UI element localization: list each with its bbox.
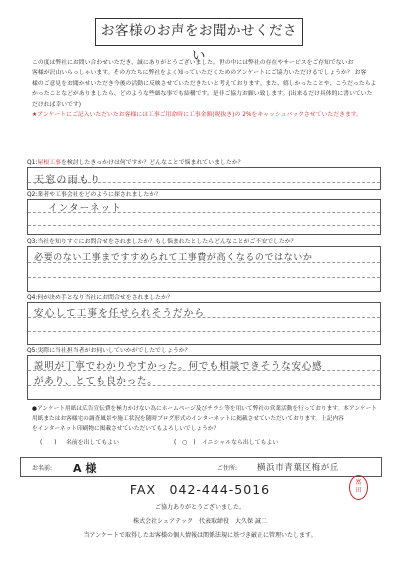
option-name-checkbox[interactable]: ( ): [40, 440, 57, 446]
question-text: 何が決め手となり当社にお問合せをされましたか？: [37, 295, 173, 301]
fax-number: FAX 042-444-5016: [129, 482, 271, 497]
question-number: Q2:: [27, 192, 38, 198]
option-initial-checkbox[interactable]: ( ○ ): [174, 440, 196, 446]
question-4: [27, 294, 173, 302]
question-text: 当社を知りすぐにお問合せをされましたか？もし悩まれたとしたらどんなことがご不安でしたか？: [37, 239, 297, 245]
question-5: [27, 347, 191, 355]
question-text: 業者や工事会社をどのように探されましたか？: [37, 192, 162, 198]
question-number: Q4:: [27, 295, 38, 301]
footer-thanks: ご協力ありがとうございました。: [154, 504, 245, 511]
consent-line: 用紙またはお客様宅の調査風景や施工状況を随時ブログ形式のインターネットに掲載させていただいております。上記内容: [32, 416, 344, 422]
name-label: お名前:: [32, 465, 53, 472]
question-number: Q3:: [27, 239, 38, 245]
intro-line: 客様が沢山いらっしゃいます。その方たちに弊社をよく知っていただくためのアンケートにご協力いただけるでしょうか？ お客: [32, 70, 367, 77]
name-value: A 様: [73, 462, 97, 475]
seal-stamp: [349, 475, 368, 500]
answer-4: 安心して工事を任せられそうだから: [34, 308, 206, 319]
cashback-note: ★アンケートにご記入いただいたお客様には工事ご用命時に工事金額(税抜き)の 2%をキャッシュバックさせていただきます。: [32, 112, 363, 119]
consent-line: をインターネット印刷物に掲載させていただいてもよろしいでしょうか？: [32, 426, 220, 432]
question-3: [27, 238, 297, 246]
answer-box-3: [27, 246, 381, 292]
intro-line: 様のご意見をお聞かせいただき今後の活動に反映させていただきたいと考えております。また、嬉しかったことや、こうだったらよかったことなどがありましたら、どのような些細な事でも結構です。是非ご協力お願い致します。(出来るだけ具体的に書いていただければ幸いです): [32, 80, 377, 108]
answer-5-line-1: 説明が丁寧でわかりやすかった。何でも相談できそうな安心感: [34, 361, 323, 372]
answer-box-2: [27, 199, 381, 235]
seal-stamp-text: 富田: [355, 479, 362, 494]
address-label: ご住所:: [217, 465, 238, 472]
name-address-box: [20, 457, 382, 477]
answer-1: 天窓の雨もり: [34, 175, 102, 186]
answer-box-4: [27, 302, 381, 345]
footer-privacy: 当アンケートで取得したお客様の個人情報は関係法規に基づき厳正に管理いたします。: [83, 532, 317, 539]
answer-rule: [28, 277, 380, 278]
answer-box-5: [27, 355, 381, 400]
page-title: お客様のお声をお聞かせください: [95, 18, 303, 46]
intro-text: [32, 58, 377, 120]
answer-rule: [28, 331, 380, 332]
option-initial-label: イニシャルなら出してもよい: [202, 440, 279, 446]
answer-3: 必要のない工事まですすめられて工事費が高くなるのではないか: [34, 253, 313, 263]
option-name-label: 名前を出してもよい: [66, 440, 120, 446]
answer-box-1: [27, 167, 381, 190]
answer-rule: [28, 225, 380, 226]
question-2: [27, 191, 161, 199]
intro-line: この度は弊社にお問い合わせいただき、誠にありがとうございました。世の中には弊社の存在やサービスをご存知でないお: [32, 60, 354, 66]
question-text: を検討したきっかけは何ですか？どんなことで悩まれていましたか？: [60, 160, 244, 166]
question-text: 実際に当社担当者がお伺いしていかがでしたでしょうか？: [37, 348, 191, 354]
question-highlight: 屋根工事: [37, 160, 61, 166]
question-number: Q1:: [27, 160, 38, 166]
answer-5-line-2: があり、とても良かった。: [34, 376, 158, 387]
footer-company: 株式会社シェアテック 代表取締役 大久保 誠二: [133, 518, 267, 525]
consent-line: ●アンケート用紙は広告宣伝費を極力かけない為にホームページ及びチラシ等を用いて弊社の営業活動を行っております。本アンケート: [32, 406, 377, 412]
address-value: 横浜市青葉区梅が丘: [257, 463, 339, 473]
answer-2: インターネット: [48, 203, 123, 214]
question-1: [27, 159, 244, 167]
question-number: Q5:: [27, 348, 38, 354]
